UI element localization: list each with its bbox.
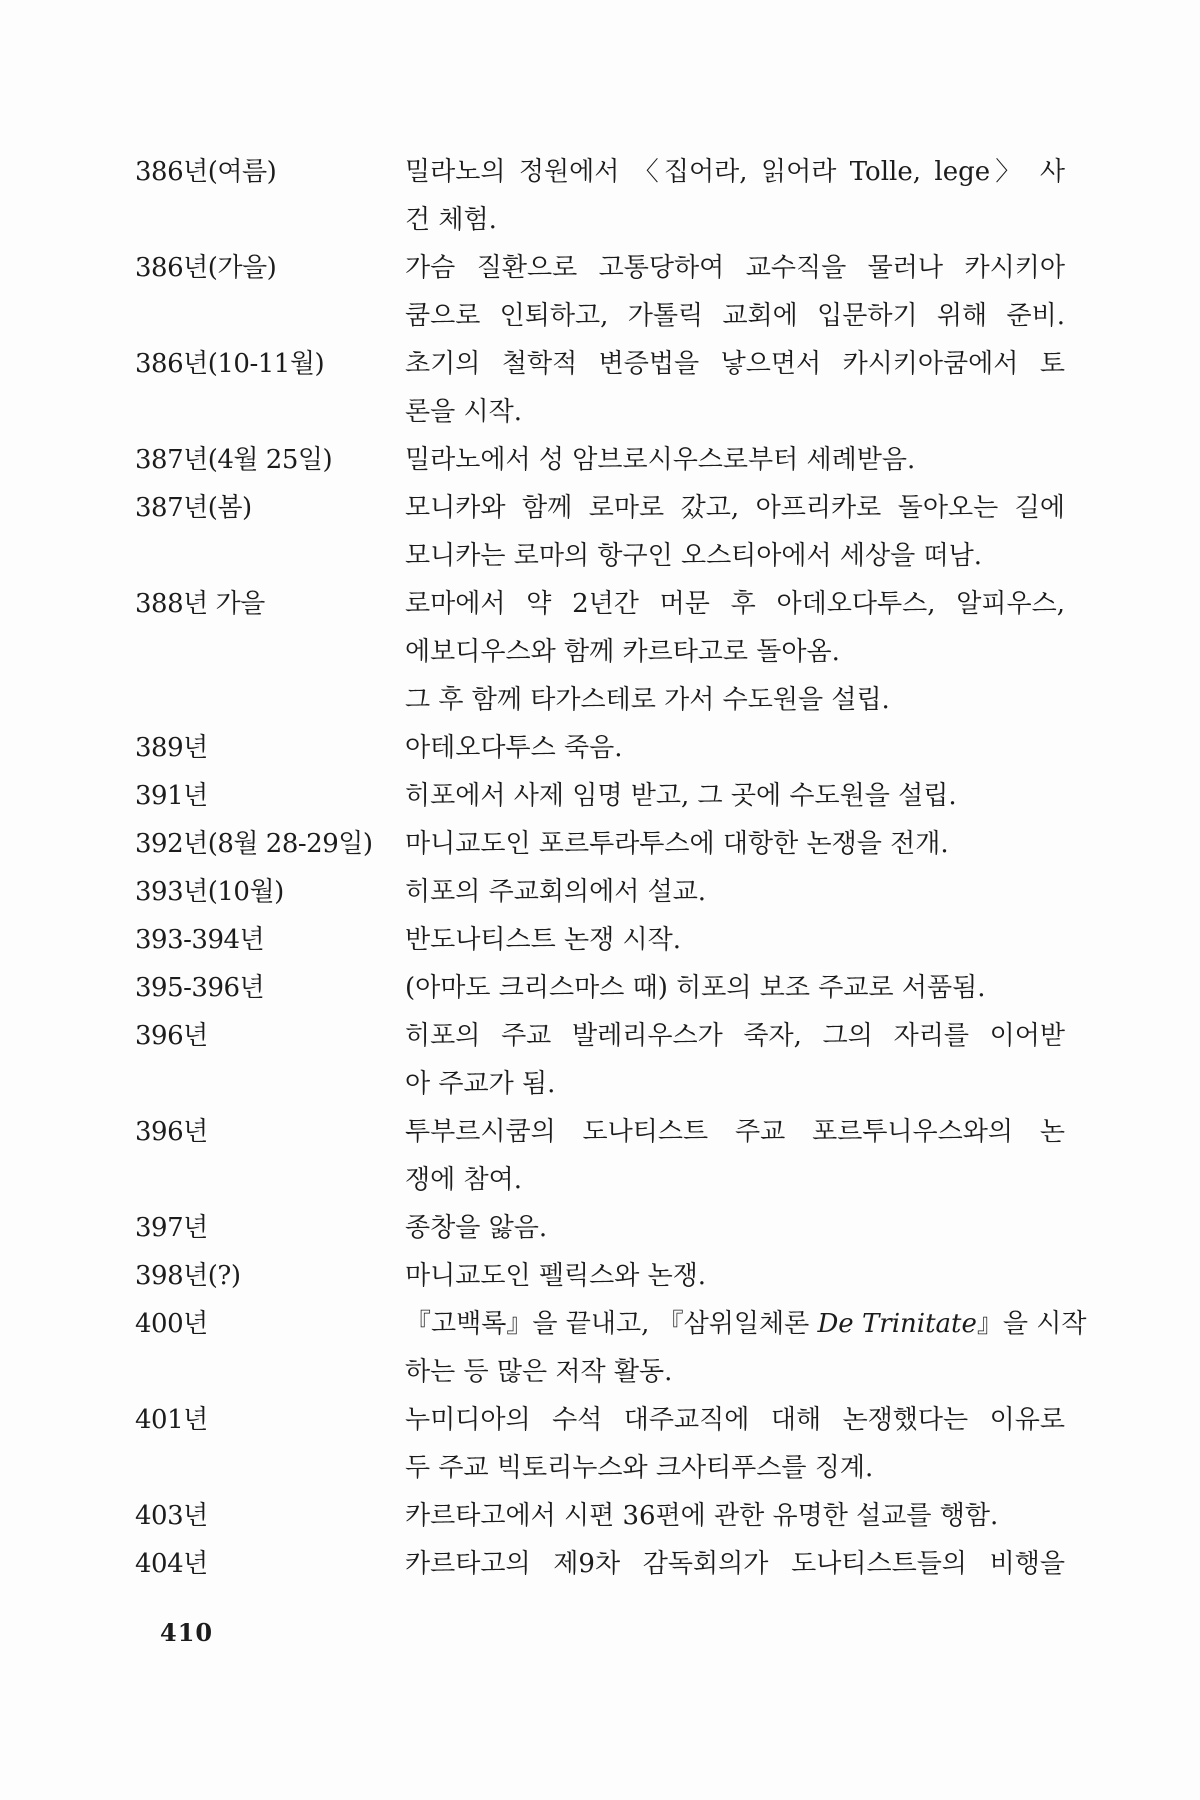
entry-description [405, 1540, 1065, 1588]
entry-description [405, 1300, 1087, 1396]
chronology-entry [135, 1012, 1065, 1108]
description-line: 론을 시작. [405, 397, 522, 427]
entry-description [405, 916, 1065, 964]
entry-description [405, 1396, 1065, 1492]
entry-year: 393년(10월) [135, 877, 284, 907]
description-line: 카르타고에서 시편 36편에 관한 유명한 설교를 행함. [405, 1501, 999, 1531]
chronology-entry [135, 1396, 1065, 1492]
entry-year: 403년 [135, 1501, 208, 1531]
entry-year: 400년 [135, 1309, 208, 1339]
entry-description [405, 1108, 1065, 1204]
entry-year: 387년(4월 25일) [135, 445, 333, 475]
chronology-entry [135, 1540, 1065, 1588]
description-line: 초기의 철학적 변증법을 낳으면서 카시키아쿰에서 토 [405, 349, 1065, 379]
description-line: 히포의 주교회의에서 설교. [405, 877, 707, 907]
chronology-entry [135, 724, 1065, 772]
description-line: 그 후 함께 타가스테로 가서 수도원을 설립. [405, 685, 890, 715]
entry-year: 388년 가을 [135, 589, 265, 619]
entry-description [405, 964, 1065, 1012]
chronology-entry [135, 868, 1065, 916]
chronology-entry [135, 1108, 1065, 1204]
entry-description [405, 484, 1065, 580]
chronology-list [135, 148, 1087, 1588]
chronology-entry [135, 1492, 1065, 1540]
entry-year: 393-394년 [135, 925, 265, 955]
chronology-entry [135, 484, 1065, 580]
entry-year: 387년(봄) [135, 493, 252, 523]
description-line: 밀라노의 정원에서 〈집어라, 읽어라 Tolle, lege〉 사 [405, 157, 1065, 187]
entry-description [405, 1204, 1065, 1252]
entry-year: 396년 [135, 1117, 208, 1147]
entry-description [405, 1492, 1065, 1540]
description-line: 『고백록』을 끝내고, 『삼위일체론 De Trinitate』을 시작 [405, 1309, 1087, 1339]
description-line: 히포에서 사제 임명 받고, 그 곳에 수도원을 설립. [405, 781, 957, 811]
description-line: 마니교도인 펠릭스와 논쟁. [405, 1261, 707, 1291]
entry-description [405, 436, 1065, 484]
entry-description [405, 820, 1065, 868]
description-line: 투부르시쿰의 도나티스트 주교 포르투니우스와의 논 [405, 1117, 1065, 1147]
description-line: 쿰으로 인퇴하고, 가톨릭 교회에 입문하기 위해 준비. [405, 301, 1065, 331]
description-line: 히포의 주교 발레리우스가 죽자, 그의 자리를 이어받 [405, 1021, 1065, 1051]
description-line: 에보디우스와 함께 카르타고로 돌아옴. [405, 637, 840, 667]
description-line: 아테오다투스 죽음. [405, 733, 623, 763]
entry-description [405, 340, 1065, 436]
chronology-entry [135, 772, 1065, 820]
description-line: (아마도 크리스마스 때) 히포의 보조 주교로 서품됨. [405, 973, 986, 1003]
latin-title: De Trinitate [817, 1309, 977, 1339]
description-line: 하는 등 많은 저작 활동. [405, 1357, 673, 1387]
description-line: 건 체험. [405, 205, 497, 235]
entry-year: 389년 [135, 733, 208, 763]
description-line: 누미디아의 수석 대주교직에 대해 논쟁했다는 이유로 [405, 1405, 1065, 1435]
entry-year: 396년 [135, 1021, 208, 1051]
entry-year: 398년(?) [135, 1261, 241, 1291]
chronology-entry [135, 1252, 1065, 1300]
entry-year: 386년(가을) [135, 253, 277, 283]
entry-description [405, 1252, 1065, 1300]
entry-description [405, 244, 1065, 340]
entry-year: 386년(여름) [135, 157, 277, 187]
chronology-entry [135, 580, 1065, 724]
description-line: 반도나티스트 논쟁 시작. [405, 925, 681, 955]
entry-description [405, 772, 1065, 820]
entry-year: 397년 [135, 1213, 208, 1243]
description-line: 로마에서 약 2년간 머문 후 아데오다투스, 알피우스, [405, 589, 1065, 619]
description-line: 카르타고의 제9차 감독회의가 도나티스트들의 비행을 [405, 1549, 1065, 1579]
entry-description [405, 724, 1065, 772]
description-line: 가슴 질환으로 고통당하여 교수직을 물러나 카시키아 [405, 253, 1065, 283]
description-line: 쟁에 참여. [405, 1165, 522, 1195]
entry-year: 404년 [135, 1549, 208, 1579]
chronology-entry [135, 1300, 1087, 1396]
entry-description [405, 868, 1065, 916]
description-line: 두 주교 빅토리누스와 크사티푸스를 징계. [405, 1453, 874, 1483]
chronology-entry [135, 964, 1065, 1012]
chronology-entry [135, 148, 1065, 244]
description-line: 모니카는 로마의 항구인 오스티아에서 세상을 떠남. [405, 541, 983, 571]
page-number: 410 [160, 1618, 214, 1647]
chronology-entry [135, 916, 1065, 964]
entry-description [405, 1012, 1065, 1108]
chronology-entry [135, 820, 1065, 868]
description-line: 밀라노에서 성 암브로시우스로부터 세례받음. [405, 445, 916, 475]
entry-year: 395-396년 [135, 973, 265, 1003]
entry-year: 392년(8월 28-29일) [135, 829, 373, 859]
entry-description [405, 580, 1065, 724]
entry-description [405, 148, 1065, 244]
description-line: 아 주교가 됨. [405, 1069, 556, 1099]
entry-year: 391년 [135, 781, 208, 811]
description-line: 마니교도인 포르투라투스에 대항한 논쟁을 전개. [405, 829, 949, 859]
description-line: 종창을 앓음. [405, 1213, 548, 1243]
description-line: 모니카와 함께 로마로 갔고, 아프리카로 돌아오는 길에 [405, 493, 1065, 523]
chronology-entry [135, 244, 1065, 340]
entry-year: 386년(10-11월) [135, 349, 325, 379]
chronology-entry [135, 436, 1065, 484]
chronology-entry [135, 1204, 1065, 1252]
chronology-entry [135, 340, 1065, 436]
entry-year: 401년 [135, 1405, 208, 1435]
